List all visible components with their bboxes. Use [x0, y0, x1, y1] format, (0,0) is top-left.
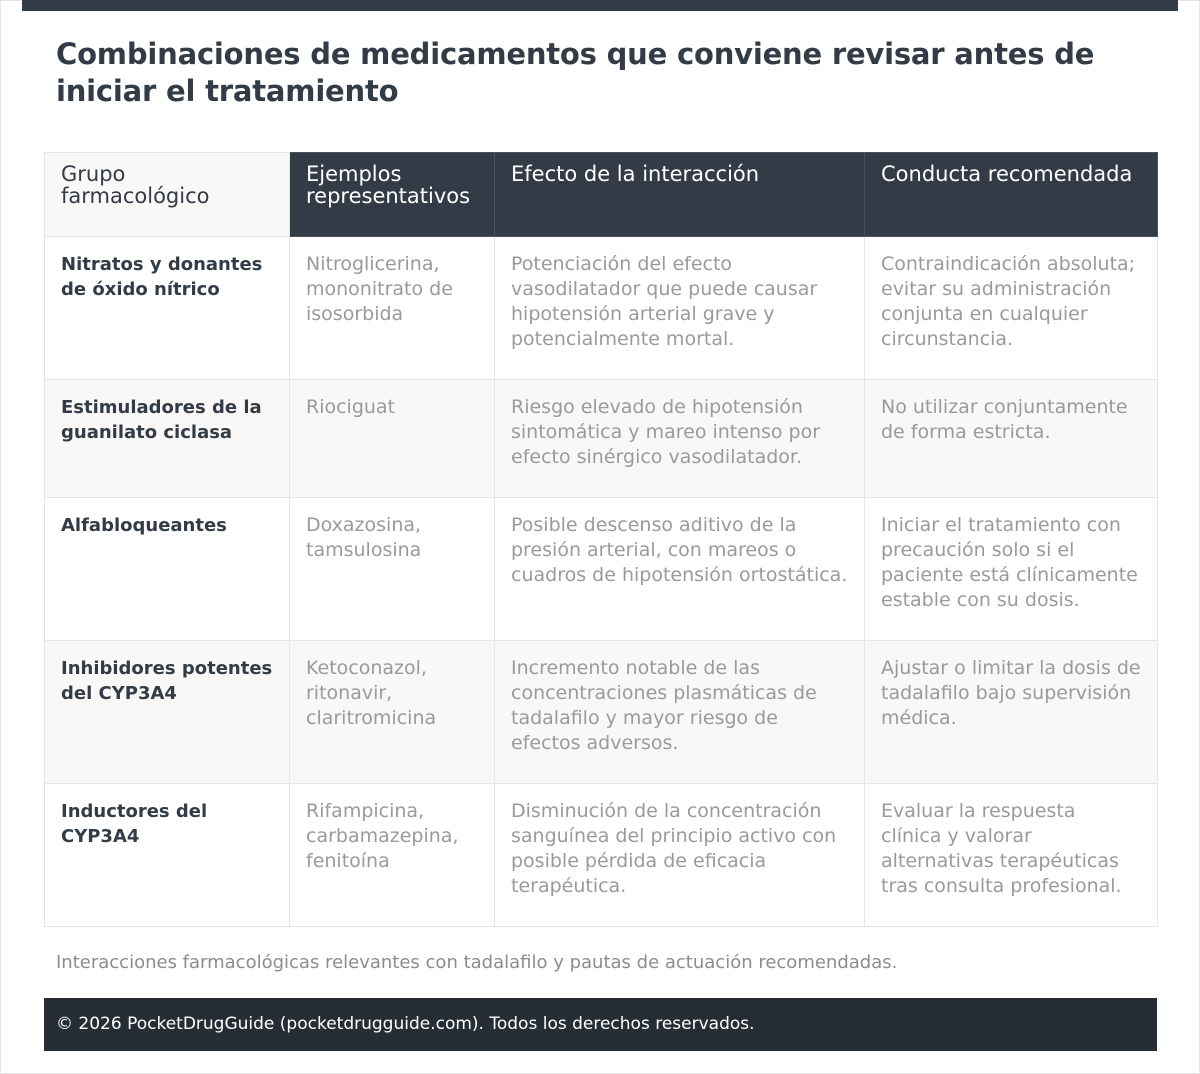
cell-effect: Riesgo elevado de hipotensión sintomática y mareo intenso por efecto sinérgico vasodilatador.: [495, 380, 865, 498]
cell-action: No utilizar conjuntamente de forma estricta.: [865, 380, 1158, 498]
cell-action: Evaluar la respuesta clínica y valorar alternativas terapéuticas tras consulta profesional.: [865, 784, 1158, 927]
cell-action: Contraindicación absoluta; evitar su administración conjunta en cualquier circunstancia.: [865, 237, 1158, 380]
interactions-table: [44, 152, 1158, 927]
copyright-footer: © 2026 PocketDrugGuide (pocketdrugguide.com). Todos los derechos reservados.: [44, 998, 1157, 1051]
cell-examples: Nitroglicerina, mononitrato de isosorbida: [290, 237, 495, 380]
cell-effect: Incremento notable de las concentraciones plasmáticas de tadalafilo y mayor riesgo de efectos adversos.: [495, 641, 865, 784]
table-header-row: [45, 153, 1158, 237]
table-caption: Interacciones farmacológicas relevantes con tadalafilo y pautas de actuación recomendadas.: [56, 952, 898, 973]
header-group: Grupo farmacológico: [45, 153, 290, 237]
cell-examples: Doxazosina, tamsulosina: [290, 498, 495, 641]
cell-examples: Riociguat: [290, 380, 495, 498]
cell-group: Alfabloqueantes: [45, 498, 290, 641]
cell-examples: Rifampicina, carbamazepina, fenitoína: [290, 784, 495, 927]
table-row: [45, 498, 1158, 641]
table-row: [45, 641, 1158, 784]
table-row: [45, 784, 1158, 927]
header-effect: Efecto de la interacción: [495, 153, 865, 237]
cell-group: Nitratos y donantes de óxido nítrico: [45, 237, 290, 380]
cell-group: Inhibidores potentes del CYP3A4: [45, 641, 290, 784]
cell-effect: Posible descenso aditivo de la presión arterial, con mareos o cuadros de hipotensión ortostática.: [495, 498, 865, 641]
cell-examples: Ketoconazol, ritonavir, claritromicina: [290, 641, 495, 784]
cell-action: Ajustar o limitar la dosis de tadalafilo bajo supervisión médica.: [865, 641, 1158, 784]
header-action: Conducta recomendada: [865, 153, 1158, 237]
top-accent-bar: [22, 0, 1178, 11]
cell-group: Estimuladores de la guanilato ciclasa: [45, 380, 290, 498]
page-title: Combinaciones de medicamentos que conviene revisar antes de iniciar el tratamiento: [56, 37, 1095, 108]
cell-effect: Disminución de la concentración sanguínea del principio activo con posible pérdida de eficacia terapéutica.: [495, 784, 865, 927]
cell-group: Inductores del CYP3A4: [45, 784, 290, 927]
header-examples: Ejemplos representativos: [290, 153, 495, 237]
table-row: [45, 380, 1158, 498]
cell-effect: Potenciación del efecto vasodilatador que puede causar hipotensión arterial grave y potencialmente mortal.: [495, 237, 865, 380]
cell-action: Iniciar el tratamiento con precaución solo si el paciente está clínicamente estable con su dosis.: [865, 498, 1158, 641]
table-row: [45, 237, 1158, 380]
